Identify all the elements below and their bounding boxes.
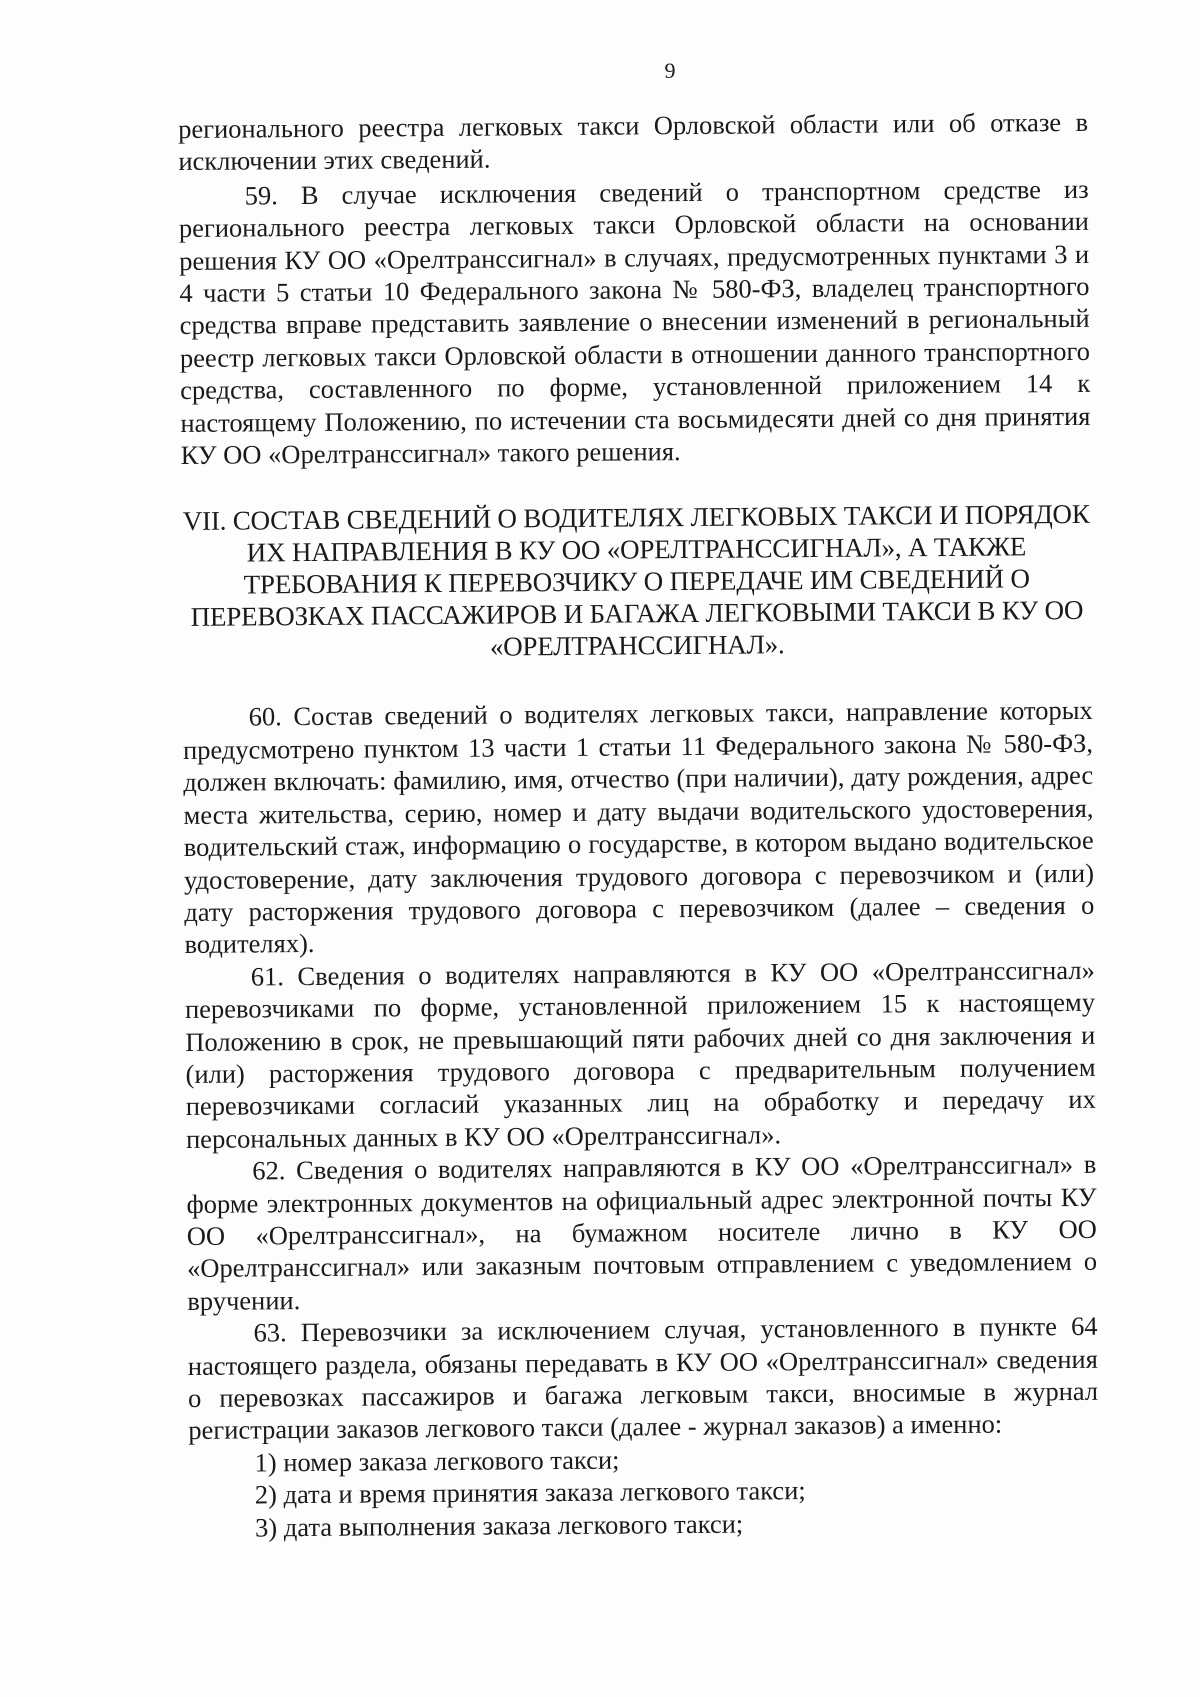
list-item: 2) дата и время принятия заказа легкового такси; (254, 1475, 806, 1510)
paragraph-62: 62. Сведения о водителях направляются в КУ ОО «Орелтранссигнал» в форме электронных документов на официальный адрес электронной почты КУ ОО «Орелтранссигнал», на бумажном носителе лично в КУ ОО «Орелтранссигнал» или заказным почтовым отправлением с уведомлением о вручении. (186, 1148, 1098, 1316)
list-item: 1) номер заказа легкового такси; (254, 1444, 620, 1478)
paragraph-60: 60. Состав сведений о водителях легковых такси, направление которых предусмотрено пунктом 13 части 1 статьи 11 Федерального закона № 580-ФЗ, должен включать: фамилию, имя, отчество (при наличии), дату рождения, адрес места жительства, серию, номер и дату выдачи водительского удостоверения, водительский стаж, информацию о государстве, в котором выдано водительское удостоверение, дату заключения трудового договора с перевозчиком и (или) дату расторжения трудового договора с перевозчиком (далее – сведения о водителях). (182, 695, 1095, 960)
paragraph-59: 59. В случае исключения сведений о транспортном средстве из регионального реестра легковых такси Орловской области на основании решения КУ ОО «Орелтранссигнал» в случаях, предусмотренных пунктами 3 и 4 части 5 статьи 10 Федерального закона № 580-ФЗ, владелец транспортного средства вправе представить заявление о внесении изменений в региональный реестр легковых такси Орловской области в отношении данного транспортного средства, составленного по форме, установленной приложением 14 к настоящему Положению, по истечении ста восьмидесяти дней со дня принятия КУ ОО «Орелтранссигнал» такого решения. (178, 173, 1091, 471)
paragraph-63: 63. Перевозчики за исключением случая, установленного в пункте 64 настоящего раздела, обязаны передавать в КУ ОО «Орелтранссигнал» сведения о перевозках пассажиров и багажа легковым такси, вносимые в журнал регистрации заказов легкового такси (далее - журнал заказов) а именно: (187, 1311, 1099, 1446)
document-body (178, 106, 1099, 1544)
paragraph-continuation: регионального реестра легковых такси Орловской области или об отказе в исключении этих сведений. (178, 106, 1089, 177)
list-item: 3) дата выполнения заказа легкового такси; (254, 1508, 744, 1543)
page-number: 9 (664, 58, 676, 83)
section-heading-vii: VII. СОСТАВ СВЕДЕНИЙ О ВОДИТЕЛЯХ ЛЕГКОВЫХ ТАКСИ И ПОРЯДОК ИХ НАПРАВЛЕНИЯ В КУ ОО «ОРЕЛТРАНССИГНАЛ», А ТАКЖЕ ТРЕБОВАНИЯ К ПЕРЕВОЗЧИКУ О ПЕРЕДАЧЕ ИМ СВЕДЕНИЙ О ПЕРЕВОЗКАХ ПАССАЖИРОВ И БАГАЖА ЛЕГКОВЫМИ ТАКСИ В КУ ОО «ОРЕЛТРАНССИГНАЛ». (182, 499, 1090, 663)
paragraph-61: 61. Сведения о водителях направляются в КУ ОО «Орелтранссигнал» перевозчиками по форме, установленной приложением 15 к настоящему Положению в срок, не превышающий пяти рабочих дней со дня заключения и (или) расторжения трудового договора с предварительным получением перевозчиками согласий указанных лиц на обработку и передачу их персональных данных в КУ ОО «Орелтранссигнал». (184, 954, 1096, 1154)
